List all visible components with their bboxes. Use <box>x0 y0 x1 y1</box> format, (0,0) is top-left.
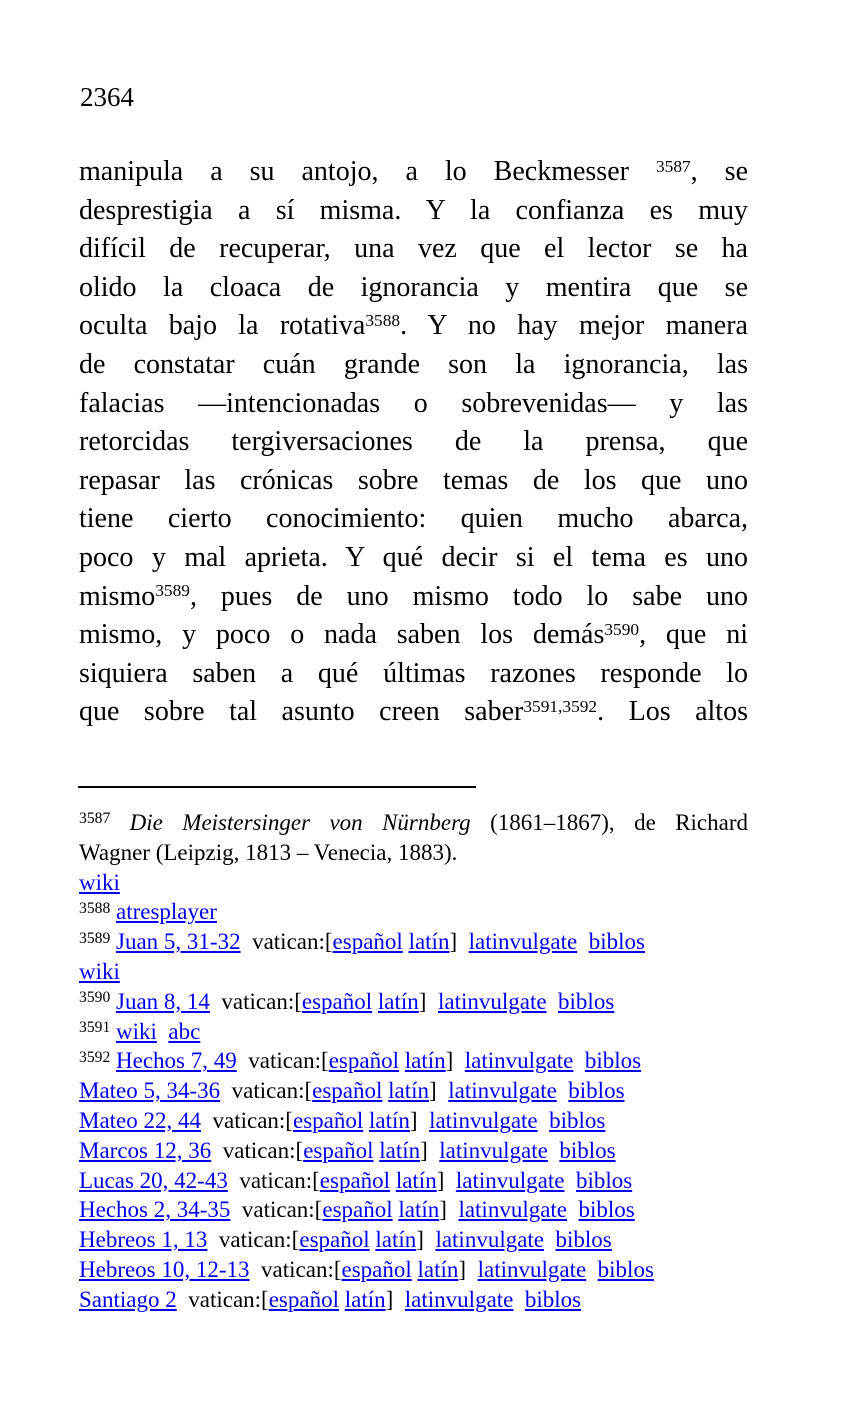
footnote-line-bible <box>79 1046 748 1076</box>
footnote-link-latinvulgate[interactable]: latinvulgate <box>439 1137 548 1163</box>
body-line <box>79 616 748 655</box>
body-line <box>79 230 748 269</box>
body-line <box>79 539 748 578</box>
body-line <box>79 307 748 346</box>
vatican-suffix: ] <box>439 1197 459 1223</box>
vatican-suffix: ] <box>385 1286 405 1312</box>
body-line <box>79 385 748 424</box>
body-text-run: mismo, y poco o nada saben los demás <box>79 619 605 651</box>
footnote-number: 3592 <box>79 1048 111 1066</box>
footnote-separator <box>78 786 476 788</box>
text-run <box>557 1078 569 1103</box>
body-text-run: desprestigia a sí misma. Y la confianza es muy <box>79 194 748 226</box>
vatican-prefix: vatican:[ <box>209 988 302 1014</box>
footnote-line-bible <box>79 1255 748 1285</box>
bible-ref-link[interactable]: Juan 5, 31-32 <box>116 929 241 955</box>
vatican-suffix: ] <box>429 1078 449 1104</box>
footnote-line-bible <box>79 1136 748 1166</box>
vatican-suffix: ] <box>416 1227 436 1253</box>
footnote-link-latinvulgate[interactable]: latinvulgate <box>437 988 547 1014</box>
text-run <box>586 1257 598 1282</box>
body-text-run: siquiera saben a qué últimas razones responde lo <box>79 657 748 689</box>
footnote-text-run: Wagner (Leipzig, 1813 – Venecia, 1883). <box>79 839 458 865</box>
footnote-line-bible <box>79 1225 748 1255</box>
footnote-link-latin[interactable]: latín <box>377 988 419 1014</box>
footnote-link-espanol[interactable]: español <box>301 988 373 1014</box>
footnote-link-espanol[interactable]: español <box>292 1107 364 1133</box>
body-text-run: oculta bajo la rotativa <box>79 310 366 342</box>
body-text <box>79 153 748 732</box>
body-line <box>79 655 748 694</box>
footnote-link-wiki[interactable]: wiki <box>79 869 120 895</box>
footnote-link-biblos[interactable]: biblos <box>549 1107 606 1133</box>
vatican-prefix: vatican:[ <box>240 929 333 955</box>
bible-ref-link[interactable]: Hechos 7, 49 <box>116 1048 237 1074</box>
footnote-link-latinvulgate[interactable]: latinvulgate <box>448 1078 557 1104</box>
footnote-number: 3587 <box>79 810 111 828</box>
footnote-link-latinvulgate[interactable]: latinvulgate <box>429 1107 538 1133</box>
footnote-marker: 3591,3592 <box>523 696 598 716</box>
text-run <box>548 1138 560 1163</box>
footnote-link-latinvulgate[interactable]: latinvulgate <box>404 1286 514 1312</box>
footnote-line-bible <box>79 1285 748 1315</box>
body-text-run: difícil de recuperar, una vez que el lector se ha <box>79 233 748 265</box>
footnote-text-run: (1861–1867), de Richard <box>470 810 749 835</box>
footnote-number: 3589 <box>79 929 111 947</box>
body-text-run: , se <box>690 156 748 187</box>
footnote-line-bible <box>79 1076 748 1106</box>
footnote-link-wiki[interactable]: wiki <box>79 958 120 984</box>
bible-ref-link[interactable]: Marcos 12, 36 <box>79 1137 212 1163</box>
vatican-prefix: vatican:[ <box>227 1167 320 1193</box>
footnote-link-espanol[interactable]: español <box>341 1256 412 1282</box>
footnote-link-latin[interactable]: latín <box>398 1197 440 1223</box>
footnote-number: 3590 <box>79 989 111 1007</box>
footnote-link-latinvulgate[interactable]: latinvulgate <box>477 1256 587 1282</box>
body-line <box>79 693 748 732</box>
footnote-link-espanol[interactable]: español <box>268 1286 339 1312</box>
body-text-run: repasar las crónicas sobre temas de los que uno <box>79 464 748 496</box>
footnote-link-espanol[interactable]: español <box>299 1227 370 1253</box>
footnote-link-espanol[interactable]: español <box>312 1078 383 1104</box>
footnote-link-biblos[interactable]: biblos <box>568 1078 625 1104</box>
footnote-line <box>79 868 748 898</box>
body-line <box>79 153 748 192</box>
footnote-link-latin[interactable]: latín <box>395 1167 437 1193</box>
text-run <box>577 929 589 954</box>
bible-ref-link[interactable]: Mateo 5, 34-36 <box>79 1078 221 1104</box>
footnote-line-bible <box>79 927 748 957</box>
vatican-suffix: ] <box>445 1048 465 1074</box>
bible-ref-link[interactable]: Hebreos 10, 12-13 <box>79 1256 250 1282</box>
footnote-text-run <box>157 1019 169 1044</box>
footnote-marker: 3589 <box>155 581 190 601</box>
footnote-link-espanol[interactable]: español <box>322 1197 393 1223</box>
footnote-link-biblos[interactable]: biblos <box>559 1137 616 1163</box>
footnote-marker: 3587 <box>655 156 691 176</box>
text-run <box>544 1227 556 1252</box>
bible-ref-link[interactable]: Hechos 2, 34-35 <box>79 1197 231 1223</box>
vatican-suffix: ] <box>418 988 438 1014</box>
footnote-link-latinvulgate[interactable]: latinvulgate <box>468 929 578 955</box>
footnote-title-italic: Die Meistersinger von Nürnberg <box>129 810 471 835</box>
vatican-suffix: ] <box>420 1137 440 1163</box>
footnote-link-biblos[interactable]: biblos <box>588 929 645 955</box>
body-text-run: olido la cloaca de ignorancia y mentira que se <box>79 271 748 303</box>
footnote-link-biblos[interactable]: biblos <box>584 1048 642 1074</box>
footnote-link-latin[interactable]: latín <box>417 1256 459 1282</box>
footnote-link-biblos[interactable]: biblos <box>597 1256 654 1282</box>
bible-ref-link[interactable]: Santiago 2 <box>79 1286 177 1312</box>
body-text-run: , que ni <box>639 619 748 651</box>
text-run <box>513 1287 525 1312</box>
footnote-link-latin[interactable]: latín <box>388 1078 430 1104</box>
bible-ref-link[interactable]: Mateo 22, 44 <box>79 1107 202 1133</box>
footnote-link-wiki[interactable]: wiki <box>116 1018 157 1044</box>
page-number: 2364 <box>80 82 134 112</box>
footnote-link-latin[interactable]: latín <box>404 1048 446 1074</box>
footnote-link-latin[interactable]: latín <box>344 1286 386 1312</box>
body-text-run: , pues de uno mismo todo lo sabe uno <box>189 580 748 612</box>
vatican-prefix: vatican:[ <box>201 1107 293 1133</box>
footnote-line <box>79 1017 748 1047</box>
footnote-link-espanol[interactable]: español <box>319 1167 391 1193</box>
footnote-line-bible <box>79 987 748 1017</box>
vatican-prefix: vatican:[ <box>176 1286 269 1312</box>
footnote-link-latinvulgate[interactable]: latinvulgate <box>435 1227 545 1253</box>
footnote-link-espanol[interactable]: español <box>332 929 403 955</box>
body-text-run: que sobre tal asunto creen saber <box>79 696 524 728</box>
footnote-link-latinvulgate[interactable]: latinvulgate <box>464 1048 574 1074</box>
text-run <box>538 1108 550 1133</box>
footnote-marker: 3590 <box>604 619 640 639</box>
bible-ref-link[interactable]: Juan 8, 14 <box>116 988 210 1014</box>
vatican-prefix: vatican:[ <box>236 1048 329 1074</box>
body-line <box>79 578 748 617</box>
footnote-link-latin[interactable]: latín <box>408 929 450 955</box>
body-text-run: falacias —intencionadas o sobrevenidas— y las <box>79 387 748 419</box>
vatican-suffix: ] <box>449 929 469 955</box>
text-run <box>110 810 129 835</box>
footnote-link-latin[interactable]: latín <box>379 1137 421 1163</box>
footnote-link-biblos[interactable]: biblos <box>575 1167 633 1193</box>
body-text-run: . Los altos <box>597 696 748 728</box>
footnote-link-biblos[interactable]: biblos <box>524 1286 582 1312</box>
footnote-line <box>79 897 748 927</box>
vatican-suffix: ] <box>409 1107 430 1133</box>
body-line <box>79 500 748 539</box>
footnote-line-bible <box>79 1166 748 1196</box>
body-text-run: de constatar cuán grande son la ignorancia, las <box>79 348 748 380</box>
footnote-line <box>79 957 748 987</box>
footnote-number: 3591 <box>79 1019 111 1037</box>
footnote-link-latinvulgate[interactable]: latinvulgate <box>458 1197 568 1223</box>
footnotes <box>79 808 748 1315</box>
vatican-prefix: vatican:[ <box>249 1256 342 1282</box>
body-line <box>79 192 748 231</box>
footnote-link-biblos[interactable]: biblos <box>558 988 615 1014</box>
body-text-run: manipula a su antojo, a lo Beckmesser <box>79 156 656 187</box>
footnote-link-biblos[interactable]: biblos <box>578 1197 635 1223</box>
text-run <box>564 1168 576 1193</box>
footnote-link-latinvulgate[interactable]: latinvulgate <box>455 1167 565 1193</box>
footnote-line <box>79 838 748 868</box>
footnote-line-bible <box>79 1106 748 1136</box>
vatican-prefix: vatican:[ <box>220 1078 313 1104</box>
text-run <box>547 989 559 1014</box>
body-text-run: retorcidas tergiversaciones de la prensa, que <box>79 426 748 458</box>
text-run <box>573 1048 585 1073</box>
vatican-prefix: vatican:[ <box>230 1197 323 1223</box>
footnote-line <box>79 808 748 838</box>
body-text-run: poco y mal aprieta. Y qué decir si el tema es uno <box>79 541 748 573</box>
vatican-prefix: vatican:[ <box>211 1137 304 1163</box>
vatican-prefix: vatican:[ <box>207 1227 300 1253</box>
footnote-link-latin[interactable]: latín <box>375 1227 417 1253</box>
footnote-link-espanol[interactable]: español <box>303 1137 374 1163</box>
vatican-suffix: ] <box>436 1167 456 1193</box>
body-line <box>79 269 748 308</box>
vatican-suffix: ] <box>458 1256 478 1282</box>
body-line <box>79 462 748 501</box>
bible-ref-link[interactable]: Hebreos 1, 13 <box>79 1227 208 1253</box>
footnote-link-biblos[interactable]: biblos <box>555 1227 612 1253</box>
footnote-number: 3588 <box>79 899 111 917</box>
footnote-link-abc[interactable]: abc <box>168 1018 201 1044</box>
body-text-run: mismo <box>79 580 156 612</box>
body-text-run: . Y no hay mejor manera <box>400 310 748 342</box>
body-text-run: tiene cierto conocimiento: quien mucho abarca, <box>79 503 748 535</box>
footnote-link-latin[interactable]: latín <box>369 1107 410 1133</box>
bible-ref-link[interactable]: Lucas 20, 42-43 <box>79 1167 228 1193</box>
footnote-link-espanol[interactable]: español <box>328 1048 399 1074</box>
text-run <box>567 1197 579 1222</box>
body-line <box>79 346 748 385</box>
footnote-line-bible <box>79 1195 748 1225</box>
footnote-marker: 3588 <box>365 311 401 331</box>
footnote-link-atresplayer[interactable]: atresplayer <box>116 899 217 925</box>
body-line <box>79 423 748 462</box>
